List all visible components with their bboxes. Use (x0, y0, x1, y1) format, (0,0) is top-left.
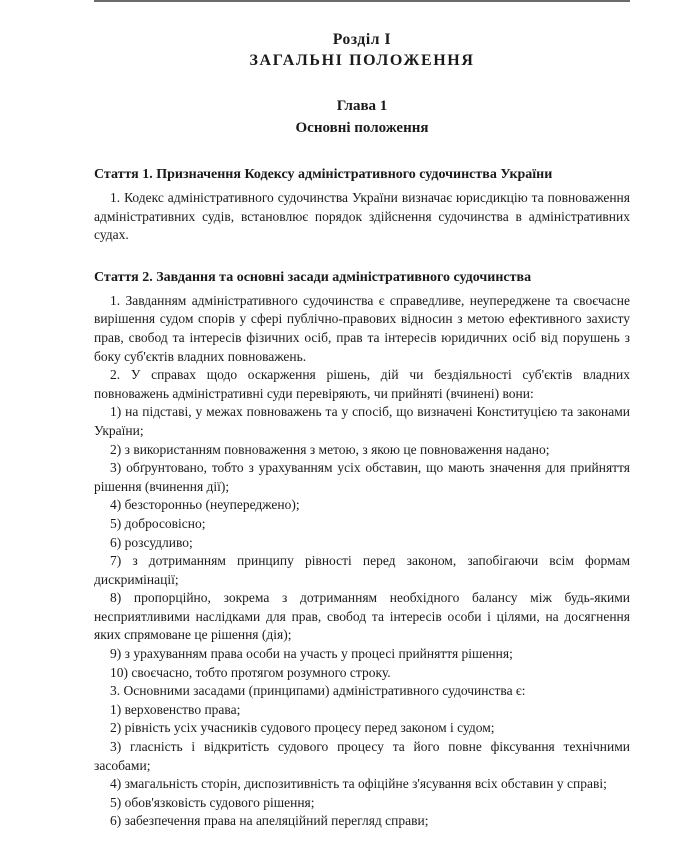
article-2-list-item: 10) своєчасно, тобто протягом розумного строку. (110, 664, 391, 680)
article-2-paragraph: 1. Завданням адміністративного судочинства є справедливе, неупереджене та своєчасне вирішення судом спорів у сфері публічно-правових відносин з метою ефективного захисту прав, свобод та інтересів фізичних осіб, прав та інтересів юридичних осіб від порушень з боку суб'єктів владних повноважень. (94, 292, 630, 364)
article-2-list-item: 4) змагальність сторін, диспозитивність та офіційне з'ясування всіх обставин у справі; (110, 776, 607, 792)
article-2-list-item: 8) пропорційно, зокрема з дотриманням необхідного балансу між будь-якими несприятливими наслідками для прав, свобод та інтересів особи і цілями, на досягнення яких спрямоване це рішення (дія); (94, 590, 630, 643)
article-2-list-item: 1) верховенство права; (110, 701, 241, 717)
article-2-list-item: 7) з дотриманням принципу рівності перед законом, запобігаючи всім формам дискримінації; (94, 553, 630, 587)
document-page (94, 18, 630, 831)
article-2-paragraph: 3. Основними засадами (принципами) адміністративного судочинства є: (110, 683, 526, 699)
article-2-heading: Стаття 2. Завдання та основні засади адміністративного судочинства (94, 269, 532, 285)
article-2-list-item: 9) з урахуванням права особи на участь у процесі прийняття рішення; (110, 646, 513, 662)
article-1-heading: Стаття 1. Призначення Кодексу адміністративного судочинства України (94, 167, 553, 182)
section-title: Розділ I (332, 31, 392, 48)
article-2-list-item: 1) на підставі, у межах повноважень та у спосіб, що визначені Конституцією та законами України; (94, 404, 630, 438)
article-2-list-item: 5) добросовісно; (110, 515, 206, 531)
article-2-list-item: 3) гласність і відкритість судового процесу та його повне фіксування технічними засобами; (94, 739, 630, 773)
article-2-list-item: 2) рівність усіх учасників судового процесу перед законом і судом; (110, 720, 495, 736)
top-rule (94, 0, 630, 2)
article-2-list-item: 5) обов'язковість судового рішення; (110, 794, 315, 810)
chapter-title: Глава 1 (336, 98, 388, 114)
article-2-list-item: 3) обґрунтовано, тобто з урахуванням усіх обставин, що мають значення для прийняття рішення (вчинення дії); (94, 460, 630, 494)
article-2-paragraph: 2. У справах щодо оскарження рішень, дій чи бездіяльності суб'єктів владних повноважень адміністративні суди перевіряють, чи прийняті (вчинені) вони: (94, 367, 630, 401)
article-2-list-item: 2) з використанням повноваження з метою, з якою це повноваження надано; (110, 441, 550, 457)
section-subtitle: ЗАГАЛЬНІ ПОЛОЖЕННЯ (249, 52, 475, 69)
article-2-list-item: 6) забезпечення права на апеляційний перегляд справи; (110, 813, 429, 829)
article-2-list-item: 6) розсудливо; (110, 534, 193, 550)
article-1-paragraph: 1. Кодекс адміністративного судочинства України визначає юрисдикцію та повноваження адміністративних судів, встановлює порядок здійснення судочинства в адміністративних судах. (94, 190, 630, 243)
chapter-subtitle: Основні положення (295, 120, 429, 136)
article-2-list-item: 4) безсторонньо (неупереджено); (110, 497, 300, 513)
